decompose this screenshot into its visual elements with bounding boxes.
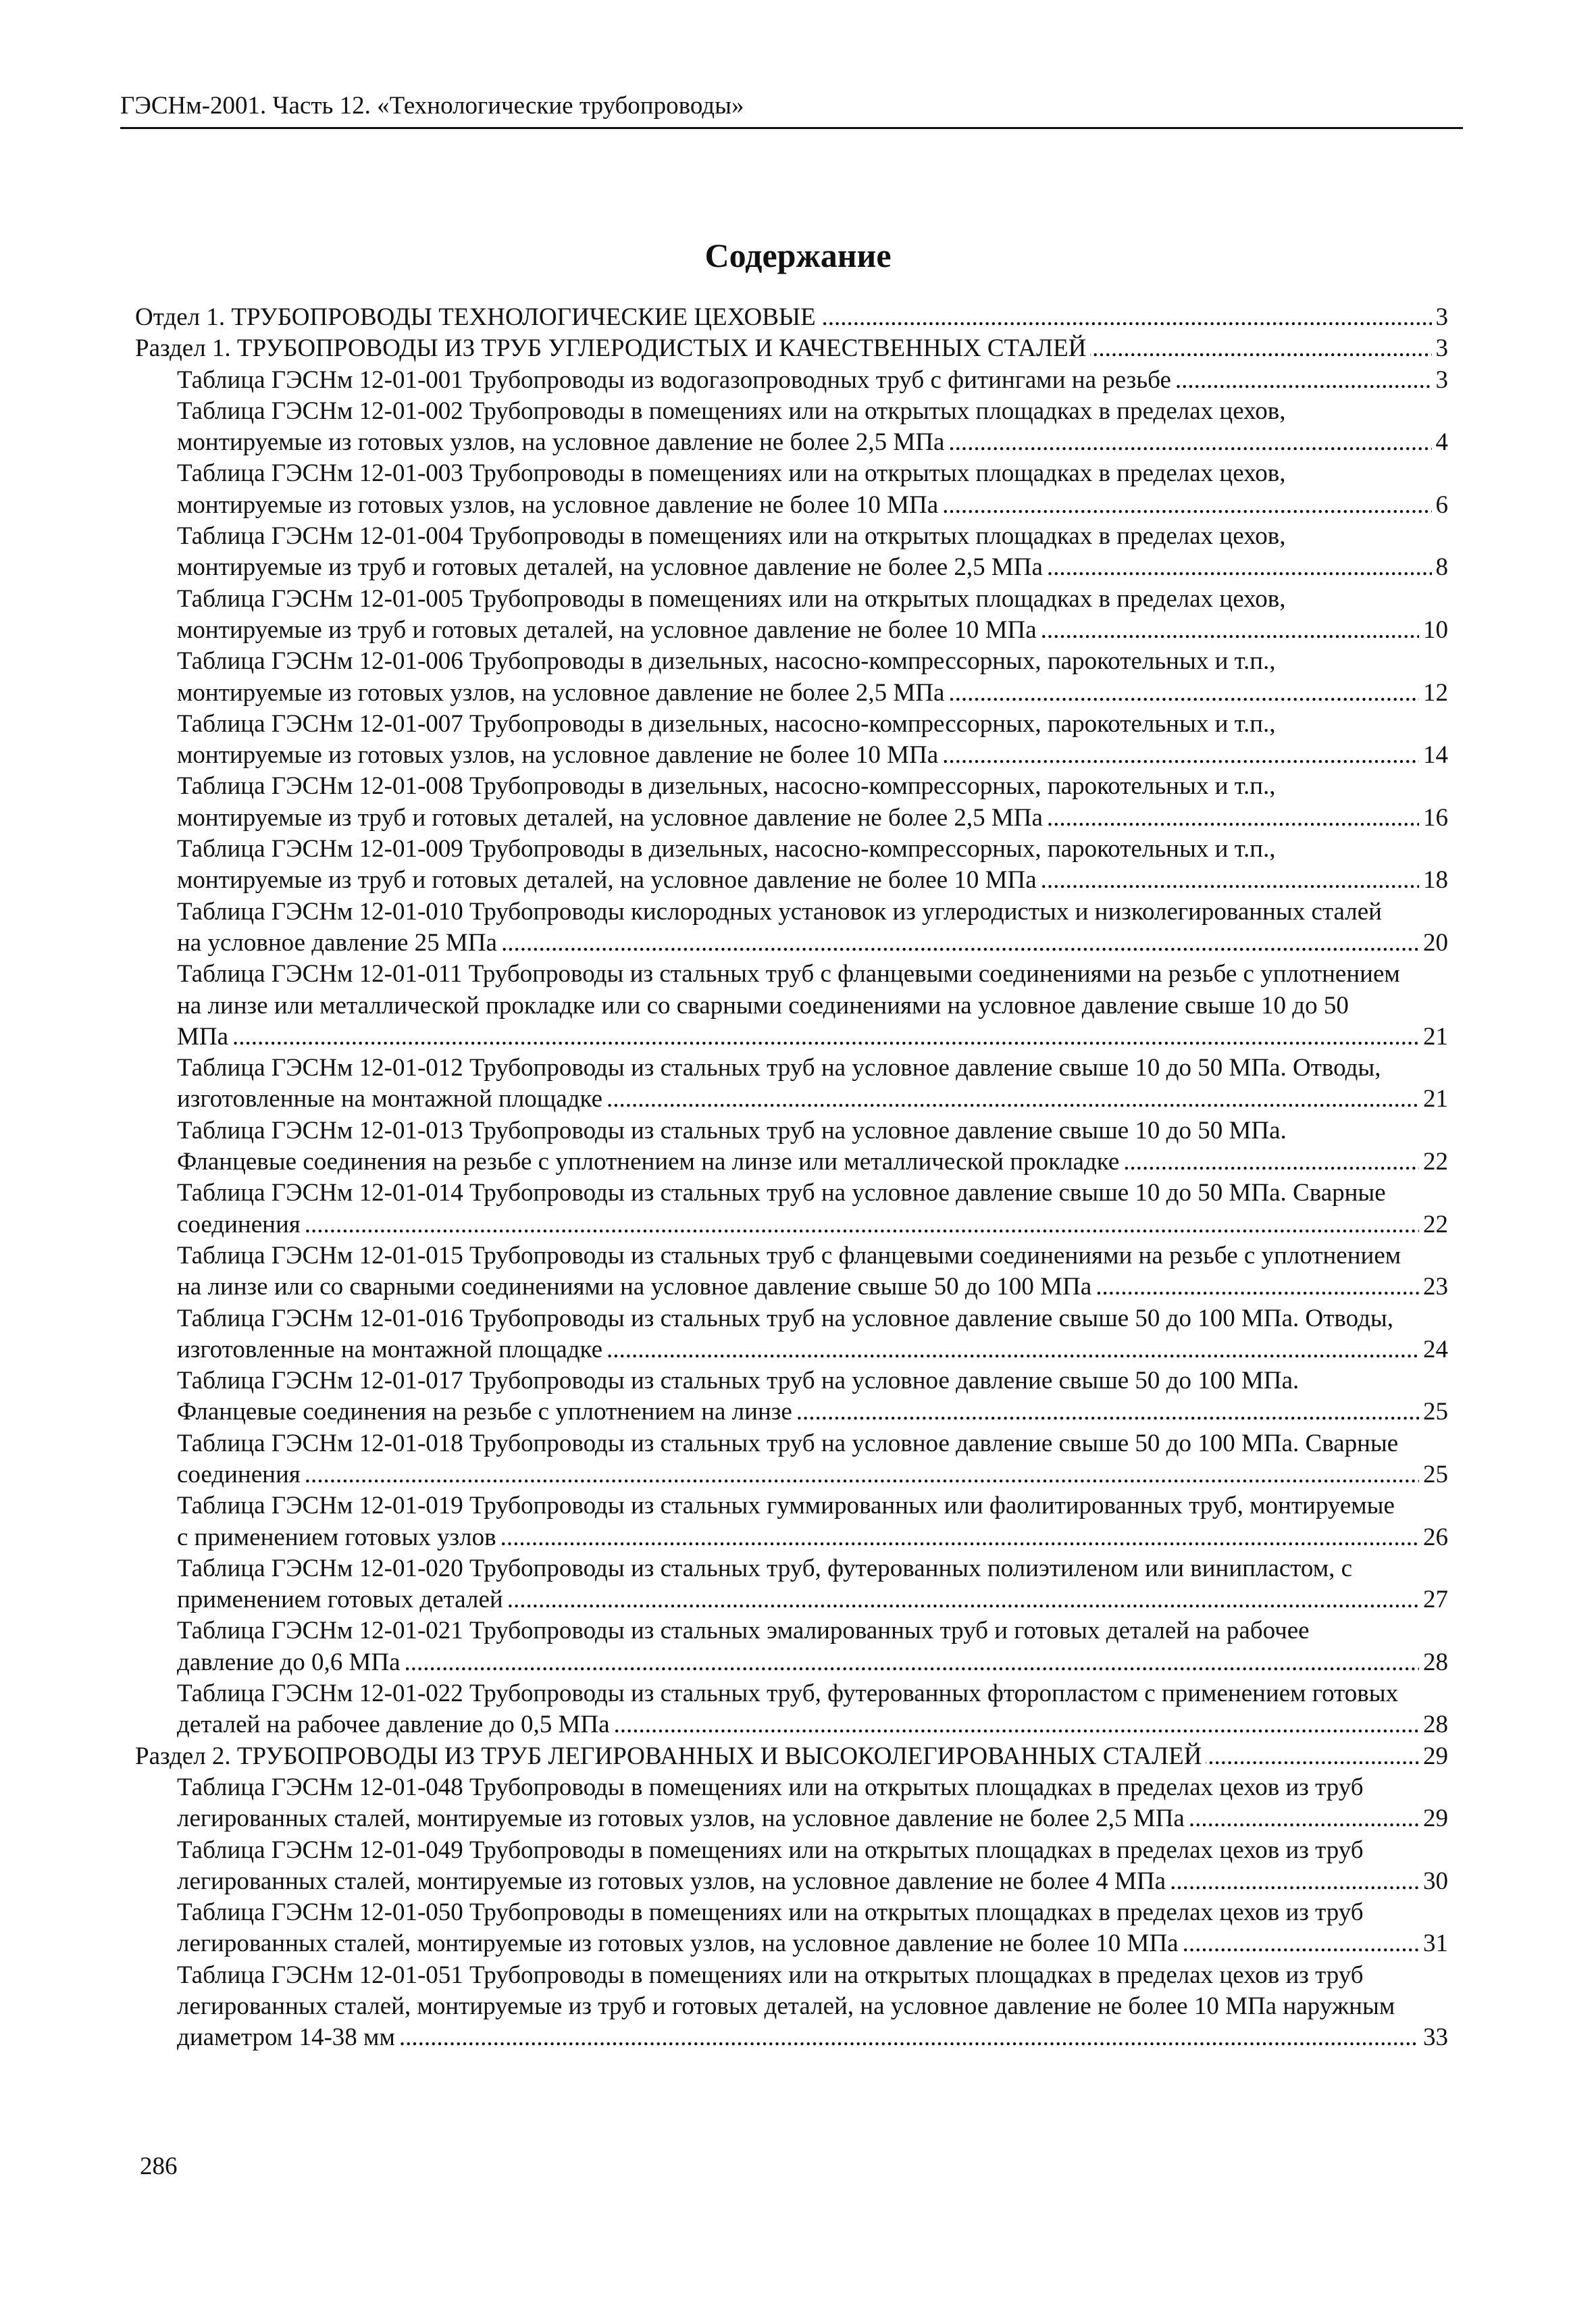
- toc-entry-page: 25: [1419, 1397, 1448, 1428]
- toc-entry-title: Таблица ГЭСНм 12-01-004 Трубопроводы в помещениях или на открытых площадках в пределах цехов, монтируемые из труб и готовых деталей, на условное давление не более 2,5 МПа .....: [177, 522, 1285, 581]
- toc-entry-page: 31: [1419, 1928, 1448, 1959]
- toc-entry-page: 4: [1432, 427, 1449, 458]
- toc-entry-table[interactable]: [135, 584, 1448, 647]
- toc-entry-table[interactable]: [135, 396, 1448, 459]
- toc-entry-table[interactable]: [135, 1490, 1448, 1553]
- toc-entry-table[interactable]: [135, 834, 1448, 897]
- toc-entry-table[interactable]: [135, 1772, 1448, 1835]
- toc-entry-division[interactable]: [135, 302, 1448, 333]
- toc-entry-page: 33: [1419, 2022, 1448, 2053]
- toc-entry-title: Таблица ГЭСНм 12-01-020 Трубопроводы из стальных труб, футерованных полиэтиленом или винипластом, с применением готовых деталей .....: [177, 1555, 1352, 1613]
- toc-entry-page: 29: [1419, 1741, 1448, 1772]
- toc-entry-title: Таблица ГЭСНм 12-01-021 Трубопроводы из стальных эмалированных труб и готовых деталей на рабочее давление до 0,6 МПа .....: [177, 1617, 1310, 1676]
- toc-entry-page: 3: [1432, 302, 1449, 333]
- toc-entry-table[interactable]: [135, 458, 1448, 521]
- toc-entry-title: Таблица ГЭСНм 12-01-013 Трубопроводы из стальных труб на условное давление свыше 10 до 50 МПа. Фланцевые соединения на резьбе с уплотнением на линзе или металлической прокладке .....: [177, 1117, 1287, 1176]
- toc-entry-page: 26: [1419, 1522, 1448, 1553]
- toc-entry-title: Таблица ГЭСНм 12-01-009 Трубопроводы в дизельных, насосно-компрессорных, парокотельных и т.п., монтируемые из труб и готовых деталей, на условное давление не более 10 МПа .....: [177, 835, 1276, 894]
- toc-entry-page: 22: [1419, 1147, 1448, 1178]
- toc-entry-title: Раздел 1. ТРУБОПРОВОДЫ ИЗ ТРУБ УГЛЕРОДИСТЫХ И КАЧЕСТВЕННЫХ СТАЛЕЙ .....: [135, 334, 1090, 362]
- toc-entry-title: Таблица ГЭСНм 12-01-005 Трубопроводы в помещениях или на открытых площадках в пределах цехов, монтируемые из труб и готовых деталей, на условное давление не более 10 МПа .....: [177, 585, 1285, 644]
- toc-entry-table[interactable]: [135, 709, 1448, 772]
- toc-entry-title: Таблица ГЭСНм 12-01-017 Трубопроводы из стальных труб на условное давление свыше 50 до 100 МПа. Фланцевые соединения на резьбе с уплотнением на линзе .....: [177, 1367, 1299, 1426]
- toc-entry-title: Таблица ГЭСНм 12-01-008 Трубопроводы в дизельных, насосно-компрессорных, парокотельных и т.п., монтируемые из труб и готовых деталей, на условное давление не более 2,5 МПа .....: [177, 772, 1276, 831]
- toc-entry-table[interactable]: [135, 959, 1448, 1053]
- toc-entry-title: Раздел 2. ТРУБОПРОВОДЫ ИЗ ТРУБ ЛЕГИРОВАННЫХ И ВЫСОКОЛЕГИРОВАННЫХ СТАЛЕЙ .....: [135, 1742, 1206, 1770]
- toc-entry-page: 12: [1419, 678, 1448, 709]
- toc-entry-page: 24: [1419, 1334, 1448, 1365]
- toc-entry-title: Таблица ГЭСНм 12-01-011 Трубопроводы из стальных труб с фланцевыми соединениями на резьбе с уплотнением на линзе или металлической прокладке или со сварными соединениями на условное давление свыше 10 до 50 МПа .....: [177, 960, 1400, 1051]
- toc-entry-table[interactable]: [135, 521, 1448, 584]
- toc-entry-title: Отдел 1. ТРУБОПРОВОДЫ ТЕХНОЛОГИЧЕСКИЕ ЦЕХОВЫЕ .....: [135, 303, 820, 331]
- table-of-contents: [135, 302, 1448, 2054]
- toc-entry-title: Таблица ГЭСНм 12-01-010 Трубопроводы кислородных установок из углеродистых и низколегированных сталей на условное давление 25 МПа .....: [177, 898, 1382, 957]
- toc-entry-title: Таблица ГЭСНм 12-01-048 Трубопроводы в помещениях или на открытых площадках в пределах цехов из труб легированных сталей, монтируемые из готовых узлов, на условное давление не более 2,5 МПа .....: [177, 1774, 1364, 1832]
- toc-entry-table[interactable]: [135, 1897, 1448, 1960]
- toc-entry-table[interactable]: [135, 1240, 1448, 1303]
- toc-entry-title: Таблица ГЭСНм 12-01-012 Трубопроводы из стальных труб на условное давление свыше 10 до 50 МПа. Отводы, изготовленные на монтажной площадке .....: [177, 1054, 1381, 1113]
- toc-entry-table[interactable]: [135, 897, 1448, 959]
- toc-entry-title: Таблица ГЭСНм 12-01-022 Трубопроводы из стальных труб, футерованных фторопластом с применением готовых деталей на рабочее давление до 0,5 МПа .....: [177, 1680, 1398, 1738]
- page-number: 286: [140, 2153, 178, 2180]
- toc-entry-table[interactable]: [135, 1835, 1448, 1898]
- toc-entry-table[interactable]: [135, 1303, 1448, 1366]
- toc-entry-page: 14: [1419, 740, 1448, 771]
- toc-entry-table[interactable]: [135, 365, 1448, 396]
- toc-entry-table[interactable]: [135, 771, 1448, 834]
- toc-entry-section[interactable]: [135, 1741, 1448, 1772]
- toc-entry-page: 3: [1432, 333, 1449, 364]
- toc-entry-table[interactable]: [135, 1428, 1448, 1491]
- toc-entry-table[interactable]: [135, 1615, 1448, 1678]
- running-header: ГЭСНм-2001. Часть 12. «Технологические трубопроводы»: [120, 89, 1463, 129]
- toc-entry-table[interactable]: [135, 1678, 1448, 1741]
- toc-entry-table[interactable]: [135, 1553, 1448, 1616]
- toc-entry-title: Таблица ГЭСНм 12-01-016 Трубопроводы из стальных труб на условное давление свыше 50 до 100 МПа. Отводы, изготовленные на монтажной площадке .....: [177, 1305, 1393, 1363]
- toc-entry-title: Таблица ГЭСНм 12-01-050 Трубопроводы в помещениях или на открытых площадках в пределах цехов из труб легированных сталей, монтируемые из готовых узлов, на условное давление не более 10 МПа .....: [177, 1898, 1364, 1957]
- toc-entry-table[interactable]: [135, 1178, 1448, 1240]
- toc-entry-title: Таблица ГЭСНм 12-01-015 Трубопроводы из стальных труб с фланцевыми соединениями на резьбе с уплотнением на линзе или со сварными соединениями на условное давление свыше 50 до 100 МПа .....: [177, 1242, 1401, 1301]
- toc-entry-title: Таблица ГЭСНм 12-01-007 Трубопроводы в дизельных, насосно-компрессорных, парокотельных и т.п., монтируемые из готовых узлов, на условное давление не более 10 МПа .....: [177, 710, 1276, 769]
- toc-entry-title: Таблица ГЭСНм 12-01-051 Трубопроводы в помещениях или на открытых площадках в пределах цехов из труб легированных сталей, монтируемые из труб и готовых деталей, на условное давление не более 10 МПа наружным диаметром 14-38 мм .....: [177, 1961, 1395, 2052]
- toc-entry-title: Таблица ГЭСНм 12-01-001 Трубопроводы из водогазопроводных труб с фитингами на резьбе .....: [177, 366, 1175, 394]
- toc-entry-page: 28: [1419, 1647, 1448, 1678]
- toc-entry-page: 22: [1419, 1209, 1448, 1240]
- toc-entry-title: Таблица ГЭСНм 12-01-014 Трубопроводы из стальных труб на условное давление свыше 10 до 50 МПа. Сварные соединения .....: [177, 1179, 1386, 1238]
- toc-entry-page: 20: [1419, 928, 1448, 959]
- toc-entry-page: 27: [1419, 1584, 1448, 1615]
- toc-entry-page: 29: [1419, 1803, 1448, 1834]
- toc-entry-page: 21: [1419, 1084, 1448, 1115]
- toc-entry-page: 21: [1419, 1022, 1448, 1053]
- toc-entry-page: 30: [1419, 1866, 1448, 1897]
- toc-entry-page: 28: [1419, 1709, 1448, 1740]
- toc-entry-page: 10: [1419, 615, 1448, 646]
- toc-entry-table[interactable]: [135, 1365, 1448, 1428]
- toc-entry-title: Таблица ГЭСНм 12-01-003 Трубопроводы в помещениях или на открытых площадках в пределах цехов, монтируемые из готовых узлов, на условное давление не более 10 МПа .....: [177, 459, 1285, 518]
- toc-entry-page: 25: [1419, 1459, 1448, 1490]
- toc-entry-page: 3: [1432, 365, 1449, 396]
- toc-entry-page: 6: [1432, 490, 1449, 521]
- toc-entry-title: Таблица ГЭСНм 12-01-018 Трубопроводы из стальных труб на условное давление свыше 50 до 100 МПа. Сварные соединения .....: [177, 1430, 1398, 1488]
- toc-entry-page: 23: [1419, 1272, 1448, 1303]
- toc-entry-title: Таблица ГЭСНм 12-01-019 Трубопроводы из стальных гуммированных или фаолитированных труб, монтируемые с применением готовых узлов .....: [177, 1492, 1395, 1551]
- toc-entry-page: 18: [1419, 865, 1448, 896]
- page-title: Содержание: [704, 236, 892, 274]
- toc-entry-table[interactable]: [135, 1115, 1448, 1178]
- toc-entry-table[interactable]: [135, 1053, 1448, 1115]
- toc-entry-page: 8: [1432, 552, 1449, 583]
- toc-entry-table[interactable]: [135, 646, 1448, 709]
- toc-entry-section[interactable]: [135, 333, 1448, 364]
- toc-entry-table[interactable]: [135, 1960, 1448, 2054]
- toc-entry-title: Таблица ГЭСНм 12-01-049 Трубопроводы в помещениях или на открытых площадках в пределах цехов из труб легированных сталей, монтируемые из готовых узлов, на условное давление не более 4 МПа .....: [177, 1836, 1364, 1895]
- toc-entry-page: 16: [1419, 803, 1448, 834]
- toc-entry-title: Таблица ГЭСНм 12-01-002 Трубопроводы в помещениях или на открытых площадках в пределах цехов, монтируемые из готовых узлов, на условное давление не более 2,5 МПа .....: [177, 397, 1285, 456]
- toc-entry-title: Таблица ГЭСНм 12-01-006 Трубопроводы в дизельных, насосно-компрессорных, парокотельных и т.п., монтируемые из готовых узлов, на условное давление не более 2,5 МПа .....: [177, 647, 1276, 706]
